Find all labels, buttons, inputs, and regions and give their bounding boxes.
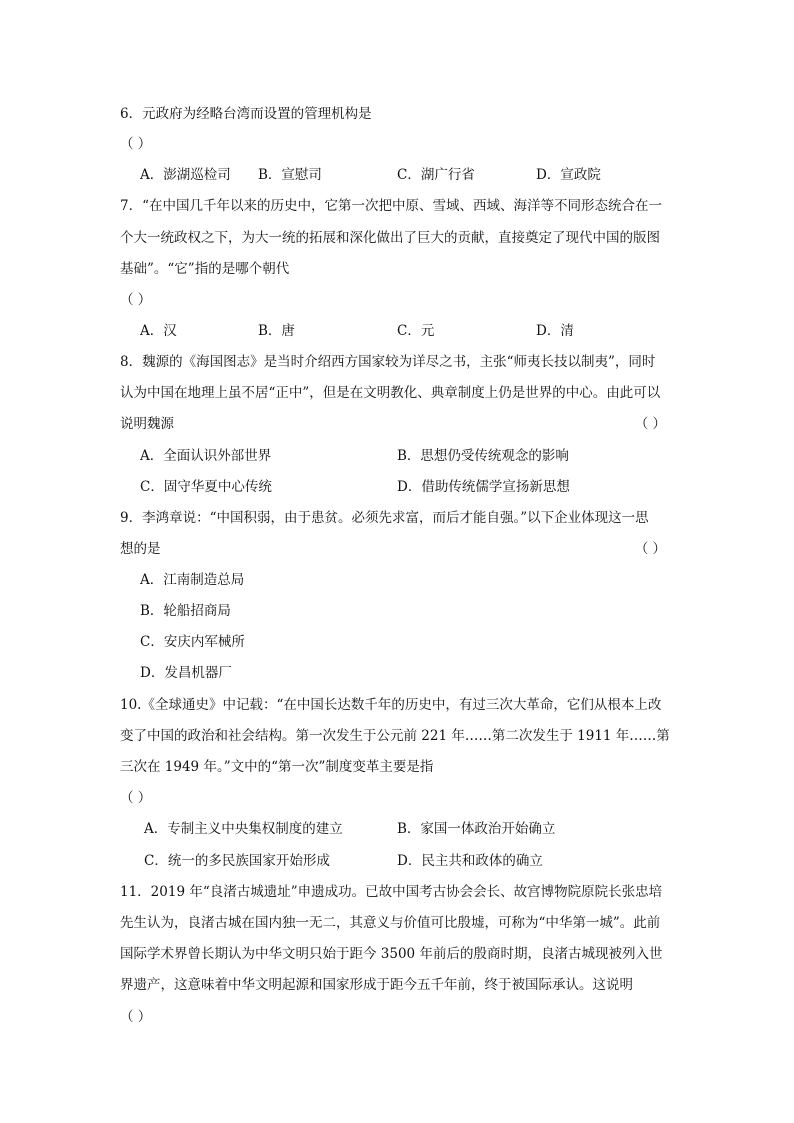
q8-answer-paren: （ ） [634, 416, 666, 432]
q7-stem-line: 7．“在中国几千年以来的历史中，它第一次把中原、雪域、西域、海洋等不同形态统合在一 [120, 198, 662, 214]
q7-answer-paren: （ ） [120, 292, 152, 308]
q7-stem-line: 基础”。“它”指的是哪个朝代 [120, 261, 290, 277]
q8-stem-line: 认为中国在地理上虽不居“正中”，但是在文明教化、典章制度上仍是世界的中心。由此可以 [120, 385, 661, 401]
q7-option-b: B．唐 [258, 323, 295, 339]
q7-option-c: C．元 [397, 323, 435, 339]
q6-stem: 6．元政府为经略台湾而设置的管理机构是 [120, 106, 372, 122]
q8-option-a: A．全面认识外部世界 [140, 448, 272, 464]
q7-stem-line: 个大一统政权之下，为大一统的拓展和深化做出了巨大的贡献，直接奠定了现代中国的版图 [120, 230, 660, 246]
q10-stem-line: 变了中国的政治和社会结构。第一次发生于公元前 221 年……第二次发生于 1911 年……第 [120, 728, 670, 744]
q8-stem-line: 说明魏源 [120, 416, 174, 432]
q9-stem-line: 想的是 [120, 541, 161, 557]
q10-stem-line: 三次在 1949 年。”文中的“第一次”制度变革主要是指 [120, 759, 434, 775]
q9-answer-paren: （ ） [634, 541, 666, 557]
q11-stem-line: 先生认为，良渚古城在国内独一无二，其意义与价值可比殷墟，可称为“中华第一城”。此前 [120, 915, 661, 931]
q9-option-d: D．发昌机器厂 [140, 665, 232, 681]
q8-option-b: B．思想仍受传统观念的影响 [397, 448, 569, 464]
q9-stem-line: 9．李鸿章说：“中国积弱，由于患贫。必须先求富，而后才能自强。”以下企业体现这一思 [120, 510, 649, 526]
q7-option-a: A．汉 [140, 323, 177, 339]
q8-option-c: C．固守华夏中心传统 [140, 479, 272, 495]
q9-option-a: A．江南制造总局 [140, 572, 245, 588]
q10-option-c: C．统一的多民族国家开始形成 [144, 853, 330, 869]
q9-option-c: C．安庆内军械所 [140, 634, 245, 650]
q6-option-d: D．宣政院 [536, 167, 601, 183]
q6-option-a: A．澎湖巡检司 [140, 167, 231, 183]
q6-option-b: B．宣慰司 [258, 167, 322, 183]
q9-option-b: B．轮船招商局 [140, 603, 231, 619]
q7-option-d: D．清 [536, 323, 574, 339]
q8-option-d: D．借助传统儒学宣扬新思想 [397, 479, 570, 495]
q11-stem-line: 11．2019 年“良渚古城遗址”申遗成功。已故中国考古协会会长、故宫博物院原院长张忠培 [120, 884, 663, 900]
q11-stem-line: 国际学术界曾长期认为中华文明只始于距今 3500 年前后的殷商时期，良渚古城现被列入世 [120, 946, 663, 962]
q6-option-c: C．湖广行省 [397, 167, 475, 183]
q10-option-a: A．专制主义中央集权制度的建立 [144, 821, 343, 837]
q10-option-d: D．民主共和政体的确立 [397, 853, 543, 869]
q10-stem-line: 10.《全球通史》中记载：“在中国长达数千年的历史中，有过三次大革命，它们从根本上改 [120, 697, 662, 713]
q10-answer-paren: （ ） [120, 790, 152, 806]
q6-answer-paren: （ ） [120, 136, 152, 152]
q11-answer-paren: （ ） [120, 1009, 152, 1025]
q8-stem-line: 8．魏源的《海国图志》是当时介绍西方国家较为详尽之书，主张“师夷长技以制夷”，同时 [120, 354, 656, 370]
q10-option-b: B．家国一体政治开始确立 [397, 821, 556, 837]
q11-stem-line: 界遗产，这意味着中华文明起源和国家形成于距今五千年前，终于被国际承认。这说明 [120, 977, 633, 993]
